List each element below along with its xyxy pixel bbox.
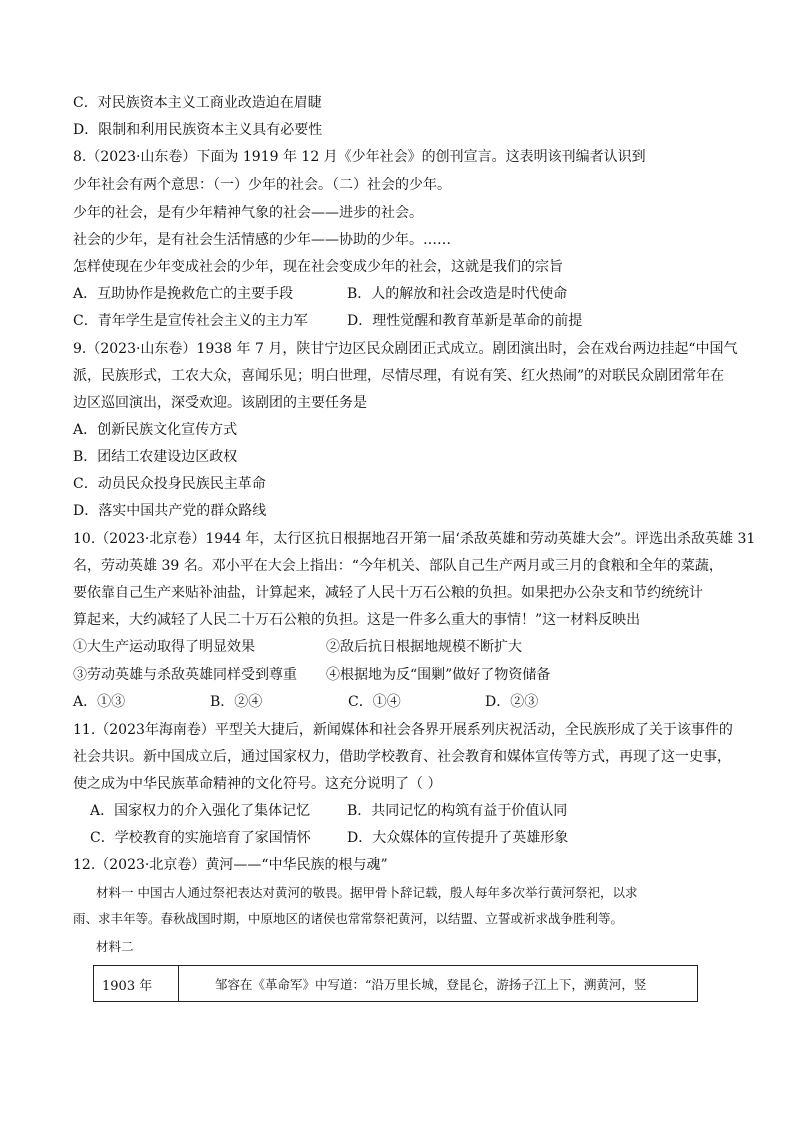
- q7-option-d: D．限制和利用民族资本主义具有必要性: [73, 122, 323, 138]
- q10-item-3: ③劳动英雄与杀敌英雄同样受到尊重: [73, 667, 297, 683]
- q11-stem-line: 使之成为中华民族革命精神的文化符号。这充分说明了（ ）: [73, 776, 442, 792]
- q8-option-b: B．人的解放和社会改造是时代使命: [347, 286, 568, 302]
- q10-stem-line: 要依靠自己生产来贴补油盐，计算起来，减轻了人民十万石公粮的负担。如果把办公杂支和节约统统计: [73, 585, 703, 601]
- q8-stem: 8.（2023·山东卷）下面为 1919 年 12 月《少年社会》的创刊宣言。这表明该刊编者认识到: [73, 149, 646, 165]
- q12-material-1-line: 雨、求丰年等。春秋战国时期，中原地区的诸侯也常常祭祀黄河，以结盟、立誓或祈求战争胜利等。: [73, 911, 624, 926]
- table-text: 邹容在《革命军》中写道：“沿万里长城，登昆仑，游扬子江上下，溯黄河，竖: [215, 977, 647, 992]
- q9-option-c: C．动员民众投身民族民主革命: [73, 476, 266, 492]
- q11-stem-line: 社会共识。新中国成立后，通过国家权力，借助学校教育、社会教育和媒体宣传等方式，再现了这一史事，: [73, 749, 731, 765]
- q10-stem-line: 名，劳动英雄 39 名。邓小平在大会上指出：“今年机关、部队自己生产两月或三月的食粮和全年的菜蔬，: [73, 558, 723, 574]
- q9-option-a: A．创新民族文化宣传方式: [73, 422, 238, 438]
- q8-quote-line: 少年的社会，是有少年精神气象的社会——进步的社会。: [73, 205, 423, 221]
- q11-option-a: A．国家权力的介入强化了集体记忆: [90, 803, 311, 819]
- q10-item-1: ①大生产运动取得了明显效果: [73, 639, 255, 655]
- q7-option-c: C．对民族资本主义工商业改造迫在眉睫: [73, 95, 322, 111]
- q8-option-d: D．理性觉醒和教育革新是革命的前提: [347, 313, 583, 329]
- q9-stem-line: 9.（2023·山东卷）1938 年 7 月，陕甘宁边区民众剧团正式成立。剧团演出时，会在戏台两边挂起“中国气: [73, 341, 738, 357]
- q12-material-1-line: 材料一 中国古人通过祭祀表达对黄河的敬畏。据甲骨卜辞记载，殷人每年多次举行黄河祭祀，以求: [96, 885, 638, 900]
- q11-stem-line: 11.（2023年海南卷）平型关大捷后，新闻媒体和社会各界开展系列庆祝活动，全民族形成了关于该事件的: [73, 722, 733, 738]
- q10-option-d: D．②③: [485, 694, 539, 710]
- q8-quote-line: 少年社会有两个意思：（一）少年的社会。（二）社会的少年。: [73, 177, 451, 193]
- q10-stem-line: 算起来，大约减轻了人民二十万石公粮的负担。这是一件多么重大的事情！”这一材料反映出: [73, 612, 641, 628]
- q9-option-b: B．团结工农建设边区政权: [73, 449, 238, 465]
- q8-quote-line: 社会的少年，是有社会生活情感的少年——协助的少年。……: [73, 232, 451, 248]
- q8-option-a: A．互助协作是挽救危亡的主要手段: [73, 286, 294, 302]
- q10-item-4: ④根据地为反“围剿”做好了物资储备: [326, 667, 551, 683]
- q11-option-c: C．学校教育的实施培育了家国情怀: [90, 830, 311, 846]
- q10-item-2: ②敌后抗日根据地规模不断扩大: [326, 639, 522, 655]
- q10-stem-line: 10.（2023·北京卷）1944 年，太行区抗日根据地召开第一届‘杀敌英雄和劳动英雄大会”。评选出杀敌英雄 31: [73, 531, 756, 547]
- q10-option-b: B．②④: [210, 694, 263, 710]
- table-year-cell: [94, 966, 179, 1001]
- q8-option-c: C．青年学生是宣传社会主义的主力军: [73, 313, 308, 329]
- q9-stem-line: 边区巡回演出，深受欢迎。该剧团的主要任务是: [73, 395, 367, 411]
- q11-option-d: D．大众媒体的宣传提升了英雄形象: [347, 830, 569, 846]
- table-year: 1903 年: [102, 979, 153, 994]
- q9-stem-line: 派，民族形式，工农大众，喜闻乐见；明白世理，尽情尽理，有说有笑、红火热闹”的对联民众剧团常年在: [73, 368, 725, 384]
- q11-option-b: B．共同记忆的构筑有益于价值认同: [347, 803, 568, 819]
- q12-material-2-label: 材料二: [96, 939, 134, 954]
- q8-quote-line: 怎样使现在少年变成社会的少年，现在社会变成少年的社会，这就是我们的宗旨: [73, 259, 563, 275]
- q9-option-d: D．落实中国共产党的群众路线: [73, 503, 267, 519]
- q12-material-2-table: [93, 965, 698, 1002]
- q10-option-c: C．①④: [348, 694, 401, 710]
- q10-option-a: A．①③: [73, 694, 126, 710]
- q12-stem: 12.（2023·北京卷）黄河——“中华民族的根与魂”: [73, 857, 388, 873]
